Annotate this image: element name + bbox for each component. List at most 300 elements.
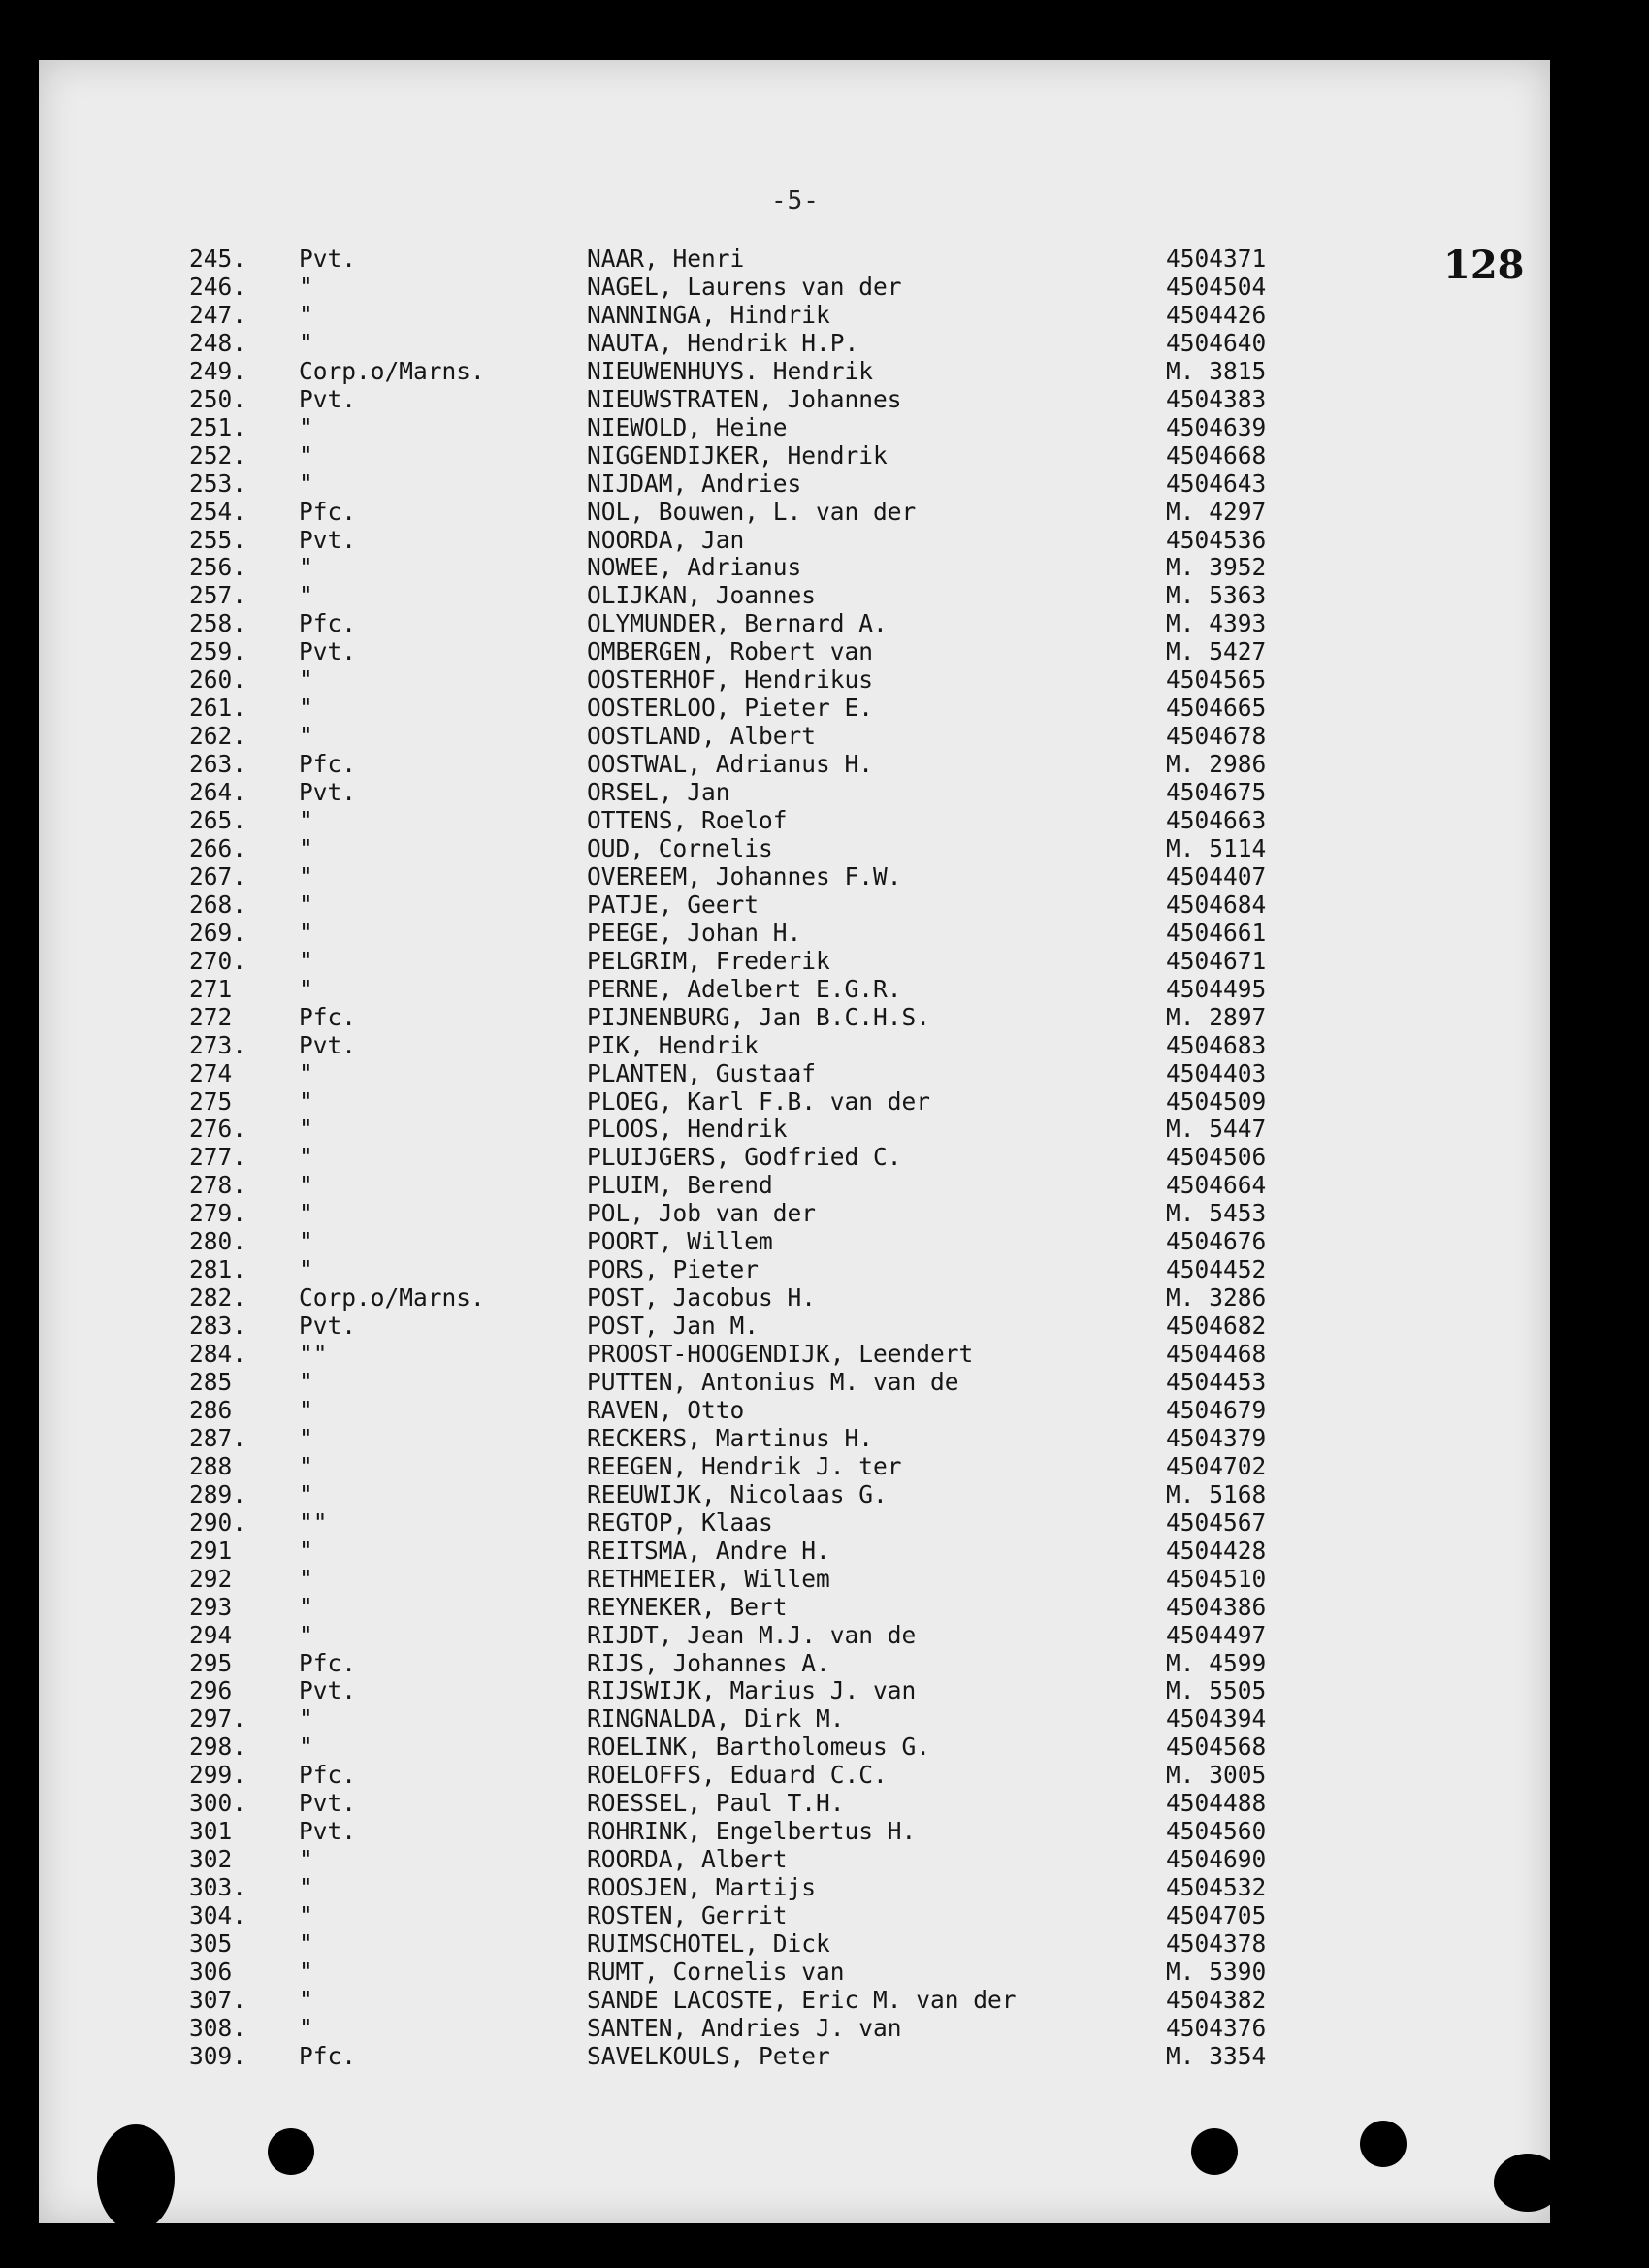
entry-serial: M. 3952: [1166, 553, 1267, 582]
entry-rank: Pvt.: [299, 778, 357, 807]
entry-serial: 4504568: [1166, 1733, 1267, 1762]
entry-rank: ": [299, 1058, 313, 1087]
entry-number: 281.: [189, 1255, 247, 1284]
roster-row: [39, 1424, 1397, 1452]
entry-rank: ": [299, 553, 313, 582]
entry-name: PLOOS, Hendrik: [587, 1115, 788, 1144]
entry-name: NAGEL, Laurens van der: [587, 272, 902, 301]
entry-number: 285: [189, 1368, 233, 1396]
entry-rank: ": [299, 974, 313, 1003]
entry-serial: 4504382: [1166, 1985, 1267, 2014]
entry-rank: ": [299, 1171, 313, 1200]
entry-number: 273.: [189, 1030, 247, 1059]
entry-name: ORSEL, Jan: [587, 778, 730, 807]
entry-serial: 4504428: [1166, 1536, 1267, 1565]
entry-name: ROHRINK, Engelbertus H.: [587, 1817, 917, 1846]
entry-serial: 4504371: [1166, 244, 1267, 273]
entry-serial: 4504664: [1166, 1171, 1267, 1200]
entry-number: 302: [189, 1845, 233, 1874]
entry-name: ROELINK, Bartholomeus G.: [587, 1733, 931, 1762]
roster-row: [39, 1255, 1397, 1283]
entry-rank: ": [299, 890, 313, 919]
document-page: [39, 60, 1550, 2223]
entry-number: 309.: [189, 2041, 247, 2070]
entry-rank: Pfc.: [299, 2041, 357, 2070]
entry-name: REEUWIJK, Nicolaas G.: [587, 1479, 888, 1508]
roster-row: [39, 1621, 1397, 1649]
entry-rank: Pvt.: [299, 384, 357, 413]
entry-rank: ": [299, 1199, 313, 1228]
entry-rank: Pvt.: [299, 637, 357, 666]
entry-rank: Corp.o/Marns.: [299, 1283, 485, 1312]
entry-serial: 4504407: [1166, 861, 1267, 891]
entry-name: PELGRIM, Frederik: [587, 946, 830, 975]
roster-row: [39, 244, 1397, 273]
entry-rank: ": [299, 1620, 313, 1649]
roster-row: [39, 694, 1397, 722]
entry-name: OOSTERLOO, Pieter E.: [587, 694, 874, 723]
entry-rank: ": [299, 1592, 313, 1621]
roster-row: [39, 1817, 1397, 1845]
entry-rank: ": [299, 2013, 313, 2042]
page-number: -5-: [771, 186, 820, 215]
entry-serial: M. 3815: [1166, 356, 1267, 385]
entry-number: 307.: [189, 1985, 247, 2014]
entry-name: RUMT, Cornelis van: [587, 1957, 845, 1986]
entry-number: 279.: [189, 1199, 247, 1228]
entry-number: 258.: [189, 609, 247, 638]
roster-row: [39, 273, 1397, 301]
entry-name: PERNE, Adelbert E.G.R.: [587, 974, 902, 1003]
roster-row: [39, 1452, 1397, 1480]
entry-number: 306: [189, 1957, 233, 1986]
roster-row: [39, 1733, 1397, 1761]
entry-serial: 4504453: [1166, 1368, 1267, 1396]
entry-rank: ": [299, 1143, 313, 1172]
entry-serial: 4504565: [1166, 665, 1267, 695]
entry-serial: 4504682: [1166, 1312, 1267, 1341]
entry-number: 304.: [189, 1901, 247, 1930]
entry-serial: 4504668: [1166, 440, 1267, 470]
entry-rank: ": [299, 1395, 313, 1424]
entry-rank: ": [299, 1845, 313, 1874]
roster-row: [39, 553, 1397, 581]
entry-name: NIEUWENHUYS. Hendrik: [587, 356, 874, 385]
entry-rank: ": [299, 469, 313, 498]
entry-number: 288: [189, 1451, 233, 1480]
entry-rank: ": [299, 1901, 313, 1930]
entry-name: REGTOP, Klaas: [587, 1507, 773, 1537]
entry-serial: M. 5453: [1166, 1199, 1267, 1228]
entry-number: 272: [189, 1002, 233, 1031]
entry-serial: 4504506: [1166, 1143, 1267, 1172]
roster-row: [39, 1143, 1397, 1171]
entry-rank: ": [299, 1423, 313, 1452]
entry-number: 299.: [189, 1761, 247, 1790]
entry-name: OUD, Cornelis: [587, 833, 773, 862]
entry-name: PROOST-HOOGENDIJK, Leendert: [587, 1340, 974, 1369]
entry-number: 262.: [189, 722, 247, 751]
entry-number: 276.: [189, 1115, 247, 1144]
entry-serial: 4504426: [1166, 300, 1267, 329]
roster-row: [39, 2042, 1397, 2070]
entry-number: 266.: [189, 833, 247, 862]
entry-name: PLUIM, Berend: [587, 1171, 773, 1200]
entry-serial: 4504378: [1166, 1929, 1267, 1958]
entry-name: OOSTWAL, Adrianus H.: [587, 750, 874, 779]
entry-number: 263.: [189, 750, 247, 779]
entry-rank: ": [299, 1564, 313, 1593]
entry-rank: ": [299, 272, 313, 301]
entry-number: 256.: [189, 553, 247, 582]
entry-serial: 4504468: [1166, 1340, 1267, 1369]
entry-name: OTTENS, Roelof: [587, 806, 788, 834]
roster-row: [39, 1676, 1397, 1704]
entry-name: NIEUWSTRATEN, Johannes: [587, 384, 902, 413]
entry-name: RIJSWIJK, Marius J. van: [587, 1676, 917, 1705]
entry-number: 247.: [189, 300, 247, 329]
entry-rank: Pvt.: [299, 244, 357, 273]
roster-row: [39, 1508, 1397, 1537]
entry-serial: 4504560: [1166, 1817, 1267, 1846]
roster-row: [39, 329, 1397, 357]
entry-serial: M. 5114: [1166, 833, 1267, 862]
entry-number: 290.: [189, 1507, 247, 1537]
entry-rank: Pvt.: [299, 1789, 357, 1818]
entry-name: REYNEKER, Bert: [587, 1592, 788, 1621]
entry-number: 275: [189, 1086, 233, 1116]
entry-number: 298.: [189, 1733, 247, 1762]
roster-row: [39, 1283, 1397, 1312]
entry-number: 282.: [189, 1283, 247, 1312]
entry-rank: ": [299, 1227, 313, 1256]
roster-row: [39, 470, 1397, 498]
entry-rank: ": [299, 694, 313, 723]
roster-row: [39, 1396, 1397, 1424]
entry-number: 289.: [189, 1479, 247, 1508]
entry-name: SANTEN, Andries J. van: [587, 2013, 902, 2042]
entry-name: PORS, Pieter: [587, 1255, 760, 1284]
roster-row: [39, 778, 1397, 806]
roster-row: [39, 581, 1397, 609]
entry-rank: ": [299, 412, 313, 441]
entry-name: PLUIJGERS, Godfried C.: [587, 1143, 902, 1172]
entry-rank: Pvt.: [299, 1676, 357, 1705]
entry-serial: 4504394: [1166, 1704, 1267, 1733]
entry-number: 257.: [189, 581, 247, 610]
roster-row: [39, 1171, 1397, 1199]
roster-row: [39, 1873, 1397, 1901]
entry-rank: Pfc.: [299, 750, 357, 779]
entry-number: 265.: [189, 806, 247, 834]
entry-number: 308.: [189, 2013, 247, 2042]
roster-row: [39, 2014, 1397, 2042]
entry-serial: 4504504: [1166, 272, 1267, 301]
entry-name: POORT, Willem: [587, 1227, 773, 1256]
roster-row: [39, 1368, 1397, 1396]
entry-name: RIJDT, Jean M.J. van de: [587, 1620, 917, 1649]
entry-serial: 4504690: [1166, 1845, 1267, 1874]
entry-name: RINGNALDA, Dirk M.: [587, 1704, 845, 1733]
entry-name: ROORDA, Albert: [587, 1845, 788, 1874]
entry-name: NOL, Bouwen, L. van der: [587, 497, 917, 526]
entry-number: 287.: [189, 1423, 247, 1452]
edge-damage: [97, 2124, 175, 2231]
roster-row: [39, 806, 1397, 834]
roster-row: [39, 1059, 1397, 1087]
entry-number: 245.: [189, 244, 247, 273]
entry-serial: 4504675: [1166, 778, 1267, 807]
entry-serial: 4504639: [1166, 412, 1267, 441]
entry-rank: Pvt.: [299, 1030, 357, 1059]
entry-name: RETHMEIER, Willem: [587, 1564, 830, 1593]
entry-name: SANDE LACOSTE, Eric M. van der: [587, 1985, 1017, 2014]
entry-number: 303.: [189, 1873, 247, 1902]
entry-number: 305: [189, 1929, 233, 1958]
entry-rank: ": [299, 861, 313, 891]
entry-number: 300.: [189, 1789, 247, 1818]
entry-serial: M. 5505: [1166, 1676, 1267, 1705]
roster-row: [39, 1704, 1397, 1733]
roster-row: [39, 385, 1397, 413]
entry-rank: ": [299, 946, 313, 975]
roster-row: [39, 1031, 1397, 1059]
entry-rank: ": [299, 833, 313, 862]
entry-rank: ": [299, 1451, 313, 1480]
entry-rank: ": [299, 1733, 313, 1762]
roster-row: [39, 722, 1397, 750]
roster-row: [39, 1199, 1397, 1227]
edge-damage: [1494, 2154, 1562, 2212]
roster-row: [39, 1565, 1397, 1593]
entry-rank: ": [299, 328, 313, 357]
entry-number: 296: [189, 1676, 233, 1705]
entry-serial: 4504684: [1166, 890, 1267, 919]
roster-row: [39, 1480, 1397, 1508]
roster-row: [39, 1901, 1397, 1929]
roster-row: [39, 750, 1397, 778]
entry-number: 260.: [189, 665, 247, 695]
entry-name: NOORDA, Jan: [587, 525, 745, 554]
roster-row: [39, 1003, 1397, 1031]
entry-rank: ": [299, 1957, 313, 1986]
entry-number: 251.: [189, 412, 247, 441]
stamp-number: 128: [1443, 243, 1525, 288]
entry-rank: Corp.o/Marns.: [299, 356, 485, 385]
entry-serial: 4504661: [1166, 918, 1267, 947]
entry-serial: 4504683: [1166, 1030, 1267, 1059]
entry-name: ROELOFFS, Eduard C.C.: [587, 1761, 888, 1790]
entry-number: 292: [189, 1564, 233, 1593]
roster-row: [39, 947, 1397, 975]
entry-serial: 4504379: [1166, 1423, 1267, 1452]
entry-serial: M. 5390: [1166, 1957, 1267, 1986]
roster-row: [39, 1649, 1397, 1677]
entry-rank: ": [299, 440, 313, 470]
roster-row: [39, 1593, 1397, 1621]
entry-number: 269.: [189, 918, 247, 947]
entry-rank: "": [299, 1340, 328, 1369]
entry-rank: Pvt.: [299, 1817, 357, 1846]
entry-name: SAVELKOULS, Peter: [587, 2041, 830, 2070]
entry-name: ROOSJEN, Martijs: [587, 1873, 817, 1902]
entry-rank: ": [299, 918, 313, 947]
entry-name: RECKERS, Martinus H.: [587, 1423, 874, 1452]
entry-number: 277.: [189, 1143, 247, 1172]
entry-serial: 4504403: [1166, 1058, 1267, 1087]
entry-number: 291: [189, 1536, 233, 1565]
entry-serial: 4504536: [1166, 525, 1267, 554]
roster-row: [39, 1340, 1397, 1368]
roster-row: [39, 1227, 1397, 1255]
entry-serial: 4504702: [1166, 1451, 1267, 1480]
entry-number: 301: [189, 1817, 233, 1846]
entry-number: 274: [189, 1058, 233, 1087]
entry-name: RAVEN, Otto: [587, 1395, 745, 1424]
entry-rank: ": [299, 1255, 313, 1284]
entry-serial: 4504497: [1166, 1620, 1267, 1649]
entry-number: 254.: [189, 497, 247, 526]
roster-row: [39, 1761, 1397, 1789]
entry-rank: ": [299, 1115, 313, 1144]
entry-name: OMBERGEN, Robert van: [587, 637, 874, 666]
roster-row: [39, 526, 1397, 554]
entry-name: NIJDAM, Andries: [587, 469, 802, 498]
entry-name: PUTTEN, Antonius M. van de: [587, 1368, 959, 1396]
roster-row: [39, 498, 1397, 526]
entry-serial: 4504383: [1166, 384, 1267, 413]
entry-serial: 4504567: [1166, 1507, 1267, 1537]
entry-name: PIK, Hendrik: [587, 1030, 760, 1059]
entry-number: 286: [189, 1395, 233, 1424]
roster-row: [39, 862, 1397, 891]
entry-number: 250.: [189, 384, 247, 413]
entry-serial: 4504643: [1166, 469, 1267, 498]
entry-name: REITSMA, Andre H.: [587, 1536, 830, 1565]
entry-serial: 4504705: [1166, 1901, 1267, 1930]
entry-name: OLYMUNDER, Bernard A.: [587, 609, 888, 638]
entry-name: NAAR, Henri: [587, 244, 745, 273]
roster-row: [39, 357, 1397, 385]
entry-serial: 4504509: [1166, 1086, 1267, 1116]
entry-serial: M. 5168: [1166, 1479, 1267, 1508]
roster-row: [39, 301, 1397, 329]
entry-rank: Pfc.: [299, 1002, 357, 1031]
entry-number: 293: [189, 1592, 233, 1621]
roster-row: [39, 1789, 1397, 1817]
roster-row: [39, 1087, 1397, 1116]
entry-name: POST, Jan M.: [587, 1312, 760, 1341]
entry-rank: Pfc.: [299, 497, 357, 526]
entry-serial: 4504488: [1166, 1789, 1267, 1818]
entry-rank: ": [299, 665, 313, 695]
entry-number: 246.: [189, 272, 247, 301]
punch-hole: [1191, 2128, 1238, 2175]
entry-rank: Pvt.: [299, 1312, 357, 1341]
entry-name: NANNINGA, Hindrik: [587, 300, 830, 329]
entry-name: RUIMSCHOTEL, Dick: [587, 1929, 830, 1958]
entry-number: 259.: [189, 637, 247, 666]
entry-name: NIEWOLD, Heine: [587, 412, 788, 441]
entry-number: 248.: [189, 328, 247, 357]
entry-name: PLANTEN, Gustaaf: [587, 1058, 817, 1087]
entry-number: 264.: [189, 778, 247, 807]
entry-serial: 4504671: [1166, 946, 1267, 975]
entry-number: 261.: [189, 694, 247, 723]
roster-row: [39, 834, 1397, 862]
entry-serial: M. 2986: [1166, 750, 1267, 779]
roster-row: [39, 1986, 1397, 2014]
entry-rank: ": [299, 300, 313, 329]
entry-rank: Pfc.: [299, 609, 357, 638]
entry-number: 280.: [189, 1227, 247, 1256]
entry-rank: ": [299, 1704, 313, 1733]
entry-number: 278.: [189, 1171, 247, 1200]
entry-name: NAUTA, Hendrik H.P.: [587, 328, 859, 357]
entry-serial: 4504452: [1166, 1255, 1267, 1284]
roster-row: [39, 1958, 1397, 1986]
entry-number: 270.: [189, 946, 247, 975]
roster-row: [39, 609, 1397, 637]
entry-serial: 4504678: [1166, 722, 1267, 751]
entry-number: 255.: [189, 525, 247, 554]
roster-row: [39, 665, 1397, 694]
entry-rank: Pfc.: [299, 1761, 357, 1790]
entry-rank: ": [299, 806, 313, 834]
entry-rank: ": [299, 1873, 313, 1902]
entry-name: NOWEE, Adrianus: [587, 553, 802, 582]
entry-number: 253.: [189, 469, 247, 498]
entry-number: 297.: [189, 1704, 247, 1733]
roster-row: [39, 919, 1397, 947]
entry-name: PEEGE, Johan H.: [587, 918, 802, 947]
entry-name: REEGEN, Hendrik J. ter: [587, 1451, 902, 1480]
entry-serial: 4504640: [1166, 328, 1267, 357]
roster-row: [39, 975, 1397, 1003]
entry-number: 283.: [189, 1312, 247, 1341]
entry-name: ROESSEL, Paul T.H.: [587, 1789, 845, 1818]
entry-number: 252.: [189, 440, 247, 470]
entry-rank: ": [299, 1929, 313, 1958]
entry-rank: "": [299, 1507, 328, 1537]
entry-rank: ": [299, 1368, 313, 1396]
entry-number: 284.: [189, 1340, 247, 1369]
entry-rank: ": [299, 1536, 313, 1565]
entry-rank: Pfc.: [299, 1648, 357, 1677]
entry-number: 268.: [189, 890, 247, 919]
entry-serial: 4504376: [1166, 2013, 1267, 2042]
entry-name: PIJNENBURG, Jan B.C.H.S.: [587, 1002, 931, 1031]
entry-rank: ": [299, 1086, 313, 1116]
entry-serial: M. 3005: [1166, 1761, 1267, 1790]
roster-row: [39, 1845, 1397, 1873]
entry-serial: 4504510: [1166, 1564, 1267, 1593]
roster-row: [39, 1537, 1397, 1565]
entry-name: OOSTLAND, Albert: [587, 722, 817, 751]
entry-serial: M. 3354: [1166, 2041, 1267, 2070]
entry-name: POST, Jacobus H.: [587, 1283, 817, 1312]
entry-number: 295: [189, 1648, 233, 1677]
punch-hole: [268, 2128, 314, 2175]
entry-serial: 4504679: [1166, 1395, 1267, 1424]
entry-serial: 4504495: [1166, 974, 1267, 1003]
roster-row: [39, 1312, 1397, 1340]
entry-serial: M. 4599: [1166, 1648, 1267, 1677]
entry-name: PATJE, Geert: [587, 890, 760, 919]
entry-name: ROSTEN, Gerrit: [587, 1901, 788, 1930]
entry-name: NIGGENDIJKER, Hendrik: [587, 440, 888, 470]
roster-row: [39, 1115, 1397, 1143]
